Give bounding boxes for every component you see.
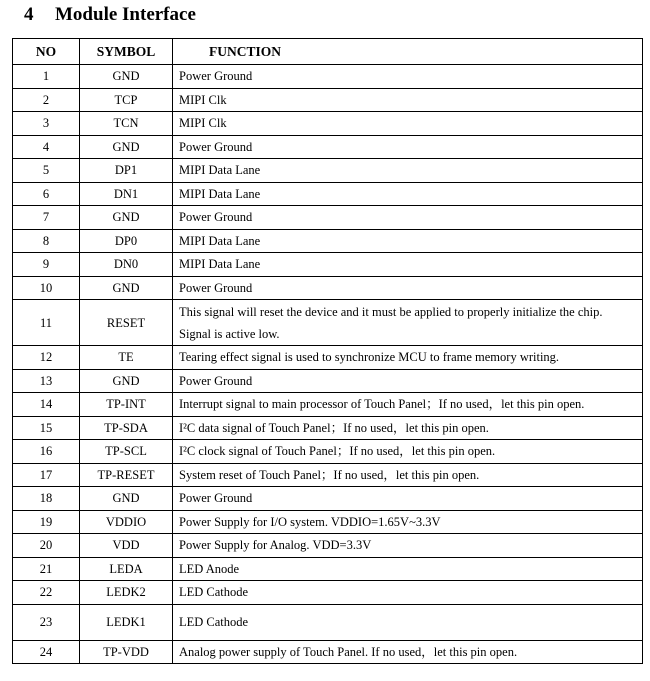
section-heading (24, 4, 196, 26)
table-row (13, 487, 643, 511)
table-row (13, 534, 643, 558)
pin-symbol: DP1 (80, 159, 173, 183)
table-row (13, 206, 643, 230)
table-row (13, 440, 643, 464)
pin-symbol: TP-SCL (80, 440, 173, 464)
pin-function: This signal will reset the device and it must be applied to properly initialize the chip. Signal is active low. (173, 300, 643, 346)
pin-function: Power Ground (173, 487, 643, 511)
pin-number: 14 (13, 393, 80, 417)
pin-number: 13 (13, 369, 80, 393)
pin-symbol: TCN (80, 112, 173, 136)
pin-number: 4 (13, 135, 80, 159)
table-row (13, 346, 643, 370)
pin-function: MIPI Data Lane (173, 253, 643, 277)
pin-function: MIPI Data Lane (173, 229, 643, 253)
pin-symbol: GND (80, 65, 173, 89)
table-row (13, 463, 643, 487)
table-row (13, 229, 643, 253)
table-row (13, 640, 643, 664)
pin-symbol: DN0 (80, 253, 173, 277)
pin-symbol: GND (80, 369, 173, 393)
pin-symbol: GND (80, 135, 173, 159)
pin-number: 3 (13, 112, 80, 136)
pin-number: 23 (13, 604, 80, 640)
pin-function: Power Ground (173, 369, 643, 393)
pin-function: MIPI Data Lane (173, 182, 643, 206)
pin-function: Analog power supply of Touch Panel. If no used，let this pin open. (173, 640, 643, 664)
table-body (13, 65, 643, 664)
pin-number: 8 (13, 229, 80, 253)
pin-number: 9 (13, 253, 80, 277)
pin-number: 1 (13, 65, 80, 89)
pin-number: 7 (13, 206, 80, 230)
pin-symbol: LEDK2 (80, 581, 173, 605)
pin-function: I²C clock signal of Touch Panel；If no used，let this pin open. (173, 440, 643, 464)
pin-number: 22 (13, 581, 80, 605)
pin-function: MIPI Data Lane (173, 159, 643, 183)
pin-symbol: RESET (80, 300, 173, 346)
table-row (13, 135, 643, 159)
pin-function: LED Cathode (173, 604, 643, 640)
pin-number: 18 (13, 487, 80, 511)
header-symbol: SYMBOL (80, 39, 173, 65)
pin-number: 21 (13, 557, 80, 581)
pin-table (12, 38, 643, 664)
pin-function: LED Cathode (173, 581, 643, 605)
pin-number: 12 (13, 346, 80, 370)
pin-function: MIPI Clk (173, 88, 643, 112)
table-header-row (13, 39, 643, 65)
table-row (13, 112, 643, 136)
pin-symbol: TP-INT (80, 393, 173, 417)
pin-function: LED Anode (173, 557, 643, 581)
table-row (13, 416, 643, 440)
pin-symbol: LEDK1 (80, 604, 173, 640)
pin-function: Power Ground (173, 276, 643, 300)
table-row (13, 276, 643, 300)
pin-number: 11 (13, 300, 80, 346)
table-row (13, 88, 643, 112)
pin-function: Power Supply for Analog. VDD=3.3V (173, 534, 643, 558)
pin-number: 24 (13, 640, 80, 664)
pin-symbol: GND (80, 487, 173, 511)
pin-symbol: VDDIO (80, 510, 173, 534)
header-no: NO (13, 39, 80, 65)
pin-symbol: TE (80, 346, 173, 370)
pin-number: 17 (13, 463, 80, 487)
pin-symbol: LEDA (80, 557, 173, 581)
table-row (13, 557, 643, 581)
pin-function: Power Ground (173, 206, 643, 230)
pin-function: Tearing effect signal is used to synchronize MCU to frame memory writing. (173, 346, 643, 370)
pin-symbol: TP-SDA (80, 416, 173, 440)
pin-number: 2 (13, 88, 80, 112)
pin-symbol: TP-VDD (80, 640, 173, 664)
table-row (13, 65, 643, 89)
table-row (13, 182, 643, 206)
table-row (13, 159, 643, 183)
pin-symbol: GND (80, 206, 173, 230)
table-row (13, 510, 643, 534)
table-row (13, 300, 643, 346)
pin-function: MIPI Clk (173, 112, 643, 136)
table-row (13, 581, 643, 605)
pin-function: I²C data signal of Touch Panel；If no used，let this pin open. (173, 416, 643, 440)
pin-function: Power Ground (173, 65, 643, 89)
pin-symbol: GND (80, 276, 173, 300)
pin-number: 16 (13, 440, 80, 464)
pin-function: System reset of Touch Panel；If no used，let this pin open. (173, 463, 643, 487)
pin-number: 10 (13, 276, 80, 300)
table-row (13, 253, 643, 277)
header-function: FUNCTION (173, 39, 643, 65)
pin-function: Power Ground (173, 135, 643, 159)
table-row (13, 393, 643, 417)
section-title: Module Interface (55, 4, 196, 25)
section-number: 4 (24, 4, 34, 25)
table-row (13, 604, 643, 640)
pin-symbol: VDD (80, 534, 173, 558)
pin-number: 6 (13, 182, 80, 206)
pin-number: 15 (13, 416, 80, 440)
pin-number: 5 (13, 159, 80, 183)
pin-symbol: TCP (80, 88, 173, 112)
pin-number: 20 (13, 534, 80, 558)
pin-function: Interrupt signal to main processor of Touch Panel；If no used，let this pin open. (173, 393, 643, 417)
pin-function: Power Supply for I/O system. VDDIO=1.65V~3.3V (173, 510, 643, 534)
pin-symbol: TP-RESET (80, 463, 173, 487)
pin-number: 19 (13, 510, 80, 534)
table-row (13, 369, 643, 393)
pin-symbol: DP0 (80, 229, 173, 253)
pin-symbol: DN1 (80, 182, 173, 206)
